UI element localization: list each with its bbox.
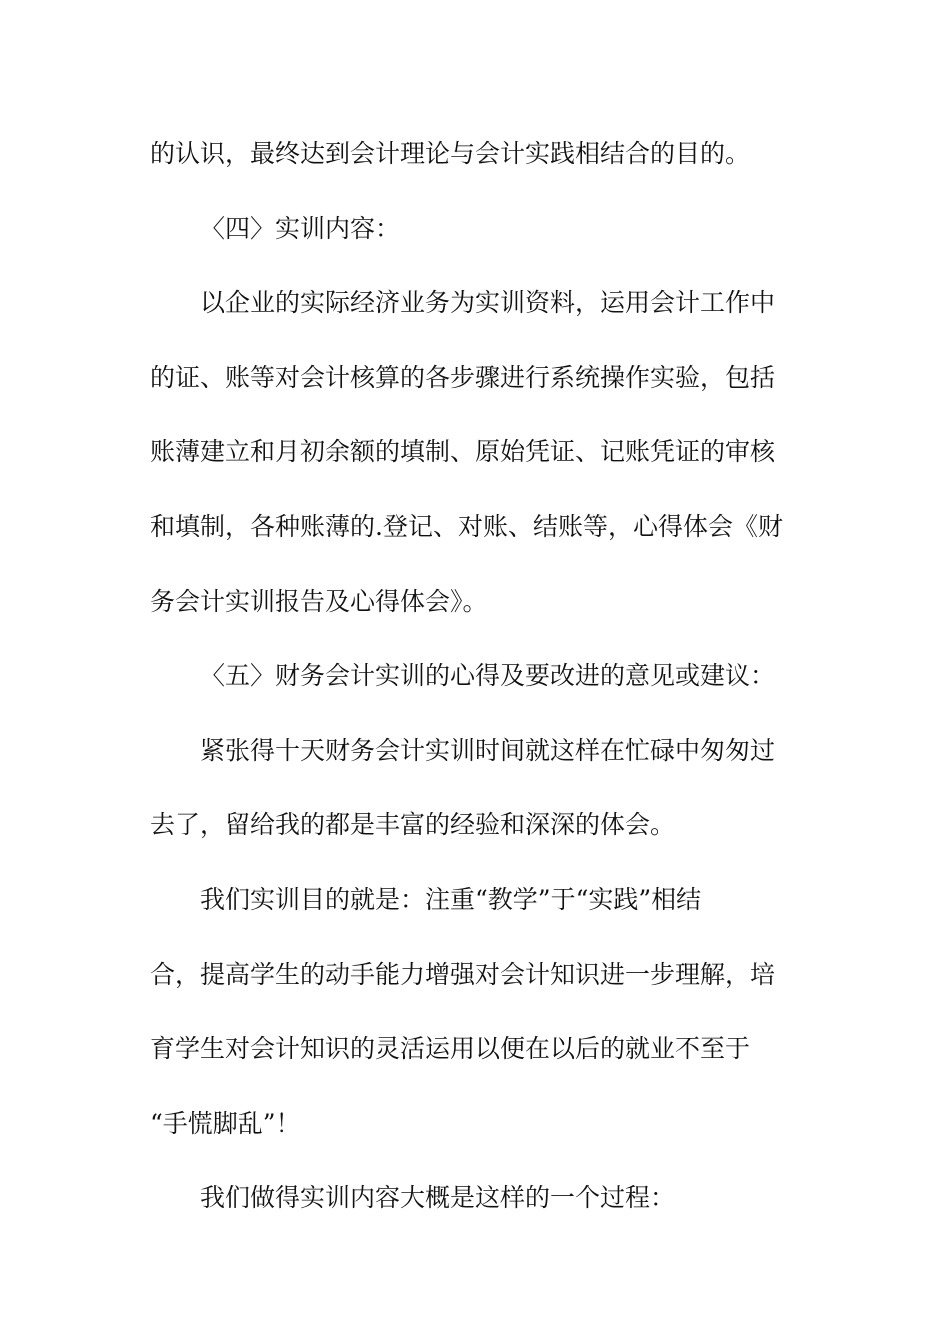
text-line: 账薄建立和月初余额的填制、原始凭证、记账凭证的审核 (150, 437, 776, 467)
text-line: 我们实训目的就是：注重“教学”于“实践”相结 (200, 884, 702, 914)
text-line: 去了，留给我的都是丰富的经验和深深的体会。 (150, 810, 676, 840)
text-line: 育学生对会计知识的灵活运用以便在以后的就业不至于 (150, 1034, 751, 1064)
text-line: “手慌脚乱”！ (150, 1108, 301, 1138)
text-line: 务会计实训报告及心得体会》。 (150, 586, 488, 616)
text-line: 的认识，最终达到会计理论与会计实践相结合的目的。 (150, 139, 751, 168)
text-line: 紧张得十天财务会计实训时间就这样在忙碌中匆匆过 (200, 735, 776, 765)
text-line: 以企业的实际经济业务为实训资料，运用会计工作中 (200, 288, 776, 318)
section-heading: 〈四〉实训内容： (200, 213, 401, 243)
text-line: 我们做得实训内容大概是这样的一个过程： (200, 1183, 676, 1213)
text-line: 合，提高学生的动手能力增强对会计知识进一步理解，培 (150, 959, 776, 989)
section-heading: 〈五〉财务会计实训的心得及要改进的意见或建议： (200, 661, 776, 691)
text-line: 的证、账等对会计核算的各步骤进行系统操作实验，包括 (150, 362, 776, 392)
text-line: 和填制，各种账薄的.登记、对账、结账等，心得体会《财 (150, 511, 783, 541)
body-text (150, 117, 810, 1236)
